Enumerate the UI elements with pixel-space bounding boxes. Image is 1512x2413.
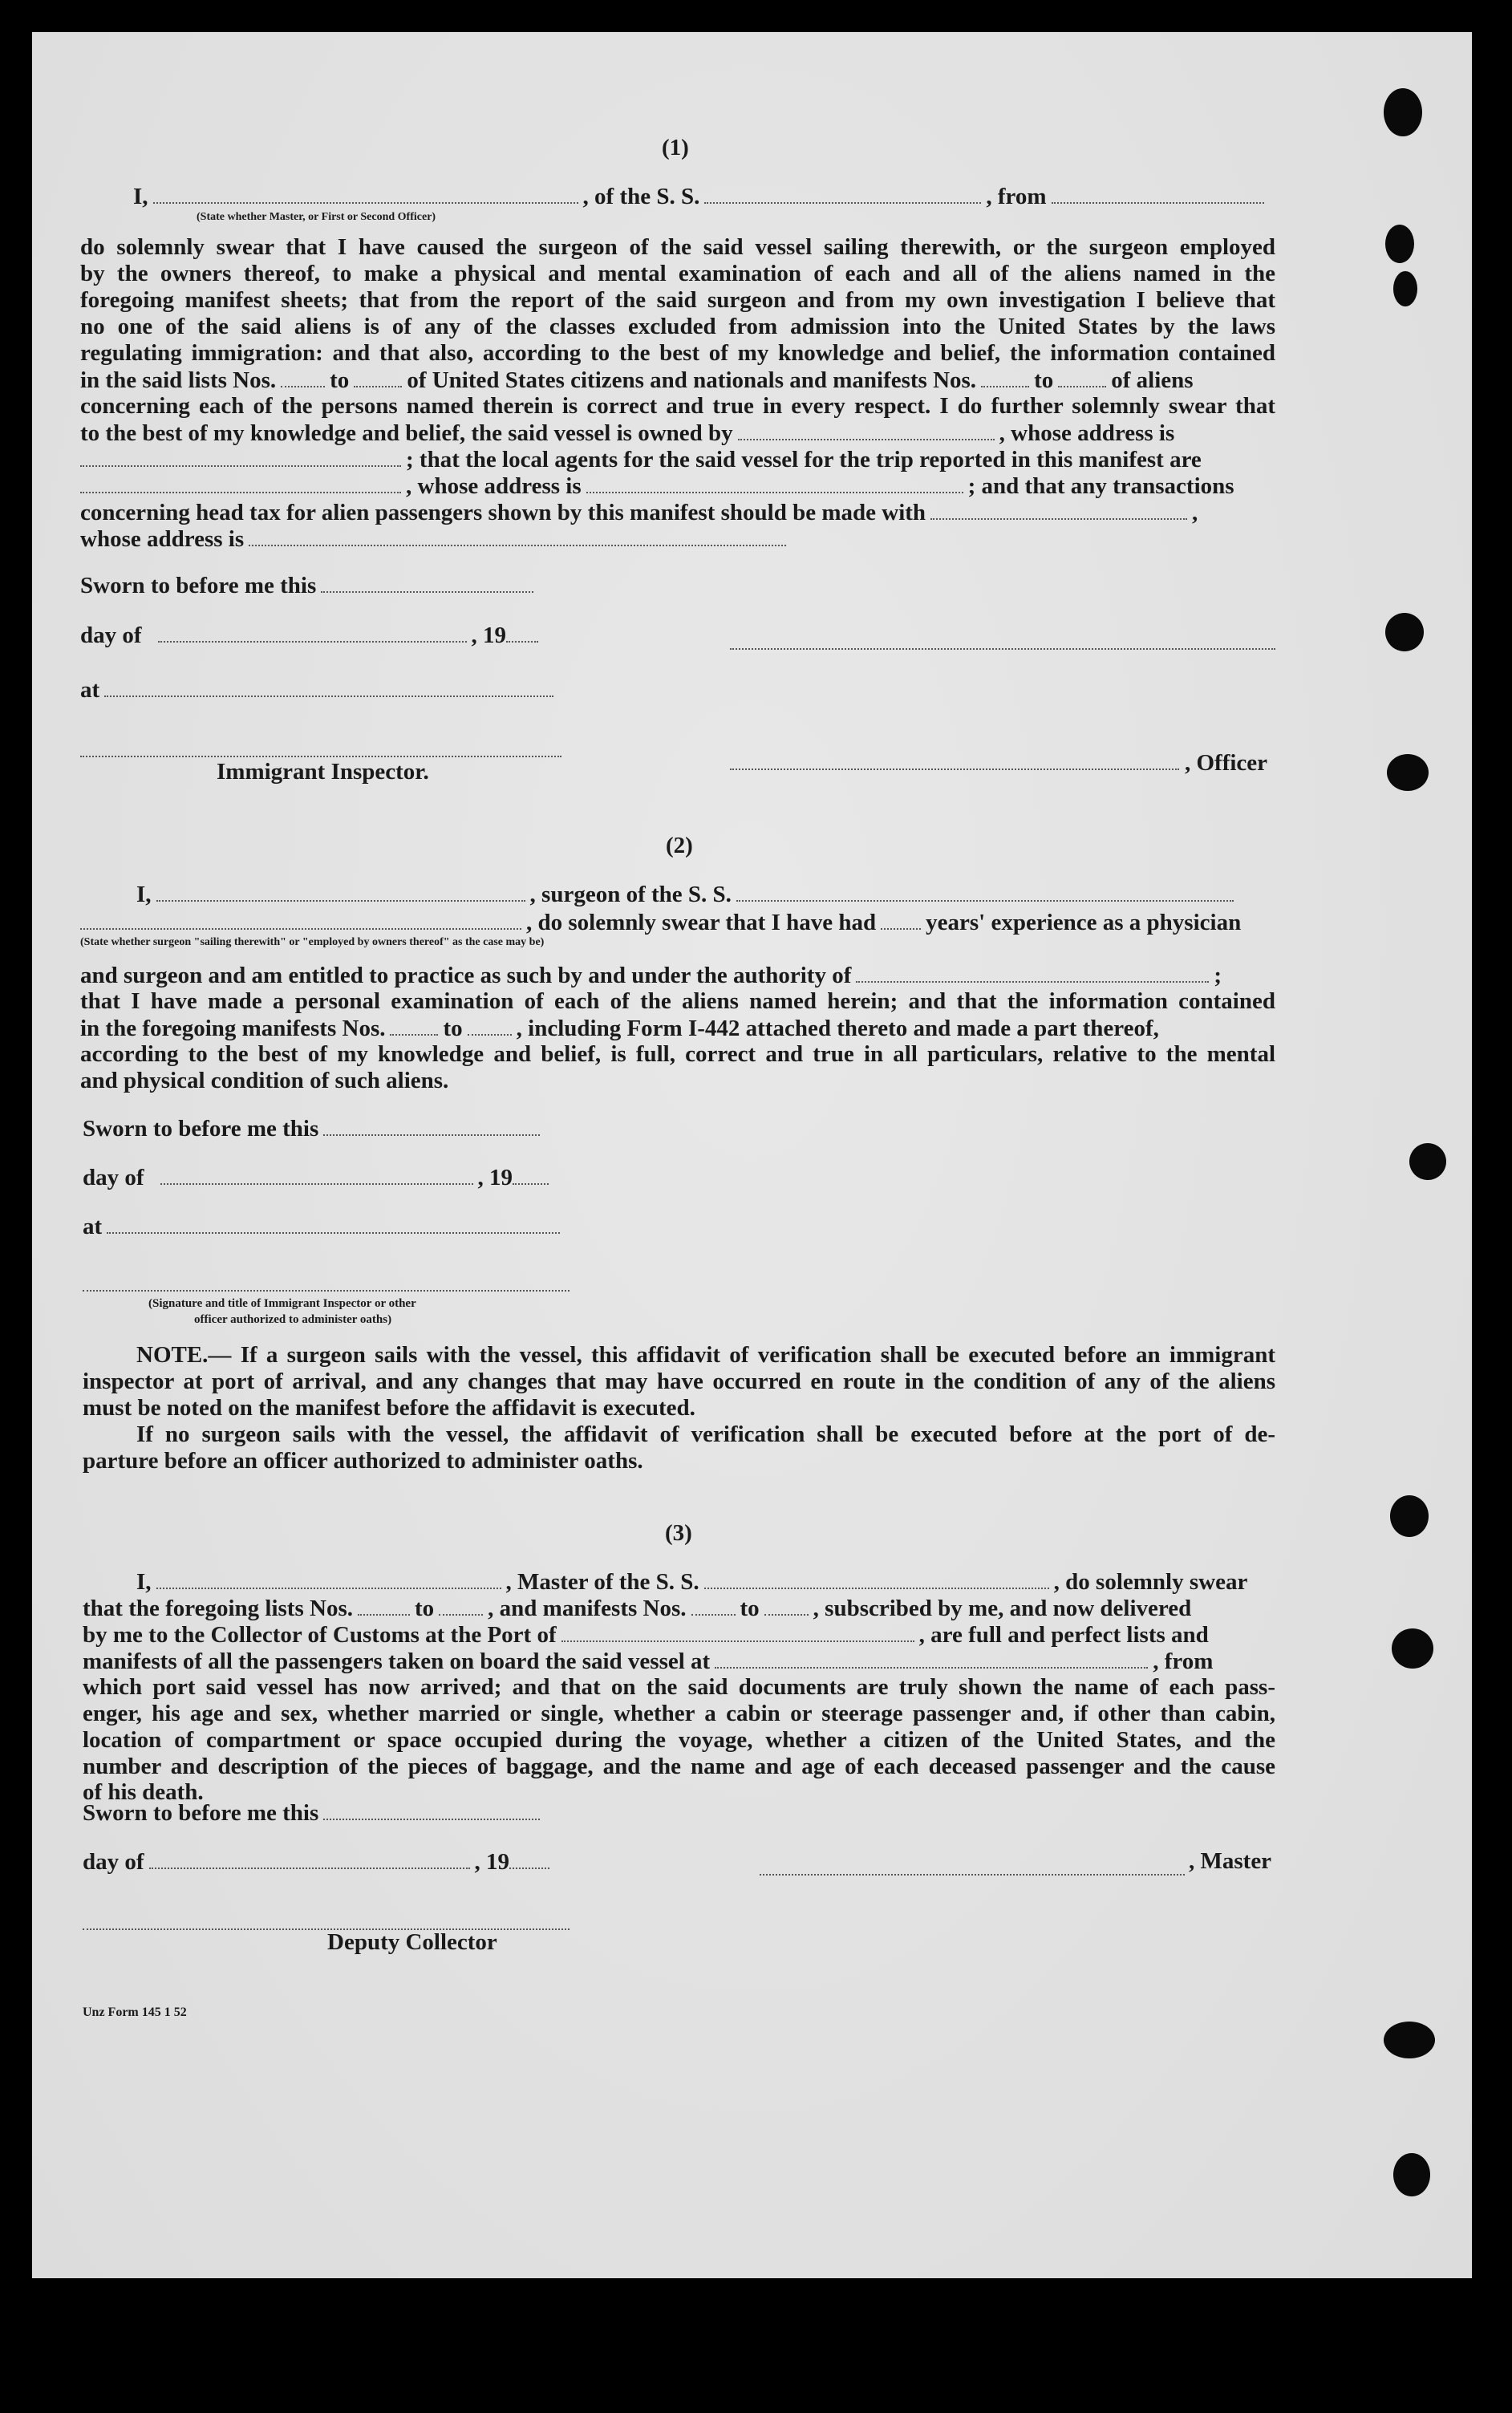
text: in the foregoing manifests Nos. — [80, 1016, 386, 1041]
s2-note-1: NOTE.— If a surgeon sails with the vessel, this affidavit of verification shall be executed before an immigrant — [136, 1342, 1275, 1368]
s3-day-field[interactable] — [149, 1848, 470, 1869]
punch-hole — [1385, 613, 1424, 651]
agents-address-field[interactable] — [586, 472, 963, 493]
s3-line-1 — [136, 1568, 1247, 1596]
s1-officer-label: , Officer — [1185, 750, 1268, 776]
text: I, — [136, 882, 152, 907]
label-i: I, — [133, 184, 148, 209]
lists-to-field[interactable] — [354, 367, 402, 387]
s2-dayof — [83, 1164, 553, 1191]
text: years' experience as a physician — [926, 910, 1242, 935]
s1-year-field[interactable] — [506, 622, 538, 643]
s2-day-field[interactable] — [160, 1164, 473, 1185]
text: by me to the Collector of Customs at the Port of — [83, 1622, 557, 1648]
s3-year-field[interactable] — [509, 1848, 549, 1869]
s3-line-3 — [83, 1621, 1209, 1649]
text: , including Form I-442 attached thereto and made a part thereof, — [516, 1016, 1159, 1041]
punch-hole — [1385, 225, 1414, 263]
s2-note-3: must be noted on the manifest before the affidavit is executed. — [83, 1395, 695, 1421]
text: day of — [83, 1849, 144, 1875]
s3-para-5: which port said vessel has now arrived; and that on the said documents are truly shown the name of each pass- — [83, 1674, 1275, 1700]
s1-line-11 — [80, 499, 1198, 526]
text: ; and that any transactions — [967, 473, 1234, 499]
text: , surgeon of the S. S. — [529, 882, 732, 907]
text: to the best of my knowledge and belief, the said vessel is owned by — [80, 420, 733, 446]
punch-hole — [1393, 271, 1417, 306]
text: I, — [136, 1569, 152, 1595]
s1-dayof — [80, 622, 543, 649]
text: ; that the local agents for the said vessel for the trip reported in this manifest are — [406, 447, 1202, 472]
s1-line-8 — [80, 420, 1174, 447]
text: day of — [83, 1165, 144, 1190]
s2-at — [83, 1213, 565, 1240]
text: , Master of the S. S. — [505, 1569, 699, 1595]
s2-para-5: and physical condition of such aliens. — [80, 1068, 449, 1093]
owner-address-field[interactable] — [80, 446, 401, 467]
section-3-header: (3) — [665, 1520, 692, 1546]
s1-officer-note: (State whether Master, or First or Second Officer) — [197, 211, 436, 223]
text: of aliens — [1111, 367, 1194, 393]
s2-manifest-to-field[interactable] — [468, 1015, 512, 1036]
s2-para-2: that I have made a personal examination of each of the aliens named herein; and that the information contained — [80, 988, 1275, 1014]
s1-para-1: do solemnly swear that I have caused the surgeon of the said vessel sailing therewith, or the surgeon employed — [80, 234, 1275, 260]
label-from: , from — [986, 184, 1047, 209]
s3-manifests-to-field[interactable] — [764, 1595, 809, 1616]
text: at — [80, 677, 100, 703]
s1-para-4: no one of the said aliens is of any of the classes excluded from admission into the United States by the laws — [80, 314, 1275, 339]
from-port-field[interactable] — [1052, 183, 1264, 204]
surgeon-type-field[interactable] — [80, 909, 521, 930]
s1-inspector-signature-line[interactable] — [80, 754, 561, 757]
s2-para-4: according to the best of my knowledge and belief, is full, correct and true in all particulars, relative to the mental — [80, 1041, 1275, 1067]
text: , subscribed by me, and now delivered — [813, 1596, 1192, 1621]
section-1-header: (1) — [662, 135, 689, 160]
s1-para-5: regulating immigration: and that also, according to the best of my knowledge and belief, the information contained — [80, 340, 1275, 366]
boarding-port-field[interactable] — [715, 1648, 1148, 1669]
s3-dayof — [83, 1848, 554, 1876]
s1-sworn — [80, 572, 538, 599]
text: , from — [1153, 1649, 1214, 1674]
s1-officer-signature-line[interactable] — [730, 647, 1275, 650]
s3-master-label: , Master — [1189, 1848, 1272, 1874]
text: at — [83, 1214, 103, 1239]
s1-inspector-label: Immigrant Inspector. — [217, 759, 429, 785]
text: , 19 — [471, 623, 507, 648]
s2-line-2 — [80, 909, 1241, 936]
s1-line-1 — [133, 183, 1269, 210]
s1-para-7: concerning each of the persons named therein is correct and true in every respect. I do further solemnly swear that — [80, 393, 1275, 419]
punch-hole — [1393, 2153, 1430, 2196]
label-of-ss: , of the S. S. — [582, 184, 700, 209]
s1-day-field[interactable] — [158, 622, 467, 643]
s3-para-7: location of compartment or space occupied during the voyage, whether a citizen of the United States, and the — [83, 1727, 1275, 1753]
s3-line-4 — [83, 1648, 1213, 1675]
section-2-header: (2) — [666, 833, 693, 858]
manifests-from-field[interactable] — [981, 367, 1029, 387]
master-name-field[interactable] — [156, 1568, 501, 1589]
s2-year-field[interactable] — [513, 1164, 549, 1185]
s2-surgeon-note: (State whether surgeon "sailing therewith" or "employed by owners thereof" as the case may be) — [80, 936, 545, 948]
lists-from-field[interactable] — [281, 367, 325, 387]
s2-sig-note-1: (Signature and title of Immigrant Inspector or other — [148, 1297, 416, 1310]
s3-sworn — [83, 1799, 545, 1827]
text: , whose address is — [999, 420, 1175, 446]
s2-manifest-from-field[interactable] — [390, 1015, 438, 1036]
s1-para-3: foregoing manifest sheets; that from the report of the said surgeon and from my own investigation I believe that — [80, 287, 1275, 313]
authority-field[interactable] — [856, 962, 1209, 983]
s1-para-2: by the owners thereof, to make a physical and mental examination of each and all of the aliens named in the — [80, 261, 1275, 286]
punch-hole — [1384, 2022, 1435, 2058]
s1-line-10 — [80, 472, 1234, 500]
s3-lists-from-field[interactable] — [358, 1595, 410, 1616]
text: to — [414, 1596, 435, 1621]
text: to — [1034, 367, 1054, 393]
text: Sworn to before me this — [83, 1116, 319, 1142]
text: of United States citizens and nationals and manifests Nos. — [407, 367, 977, 393]
s2-sig-note-2: officer authorized to administer oaths) — [194, 1313, 392, 1326]
s2-line-4 — [80, 1015, 1159, 1042]
vessel-name-field[interactable] — [704, 183, 981, 204]
text: , and manifests Nos. — [488, 1596, 687, 1621]
s2-note-5: parture before an officer authorized to administer oaths. — [83, 1448, 643, 1474]
s1-line-6 — [80, 367, 1194, 394]
text: , do solemnly swear — [1053, 1569, 1248, 1595]
s3-deputy-label: Deputy Collector — [327, 1929, 497, 1955]
text: Sworn to before me this — [83, 1800, 319, 1826]
s3-para-9: of his death. — [83, 1779, 204, 1805]
s2-signature-line[interactable] — [83, 1288, 570, 1292]
s3-para-8: number and description of the pieces of baggage, and the name and age of each deceased passenger and the cause — [83, 1754, 1275, 1779]
text: and surgeon and am entitled to practice as such by and under the authority of — [80, 963, 852, 988]
s1-line-12 — [80, 525, 791, 553]
s1-line-9 — [80, 446, 1202, 473]
manifests-to-field[interactable] — [1058, 367, 1106, 387]
officer-name-field[interactable] — [153, 183, 578, 204]
text: , — [1192, 500, 1198, 525]
s1-sworn-field[interactable] — [321, 572, 533, 593]
s3-para-6: enger, his age and sex, whether married or single, whether a cabin or steerage passenger and, if other than cabin, — [83, 1701, 1275, 1726]
text: manifests of all the passengers taken on board the said vessel at — [83, 1649, 711, 1674]
s2-line-3 — [80, 962, 1222, 989]
text: to — [330, 367, 350, 393]
s2-vessel-field[interactable] — [736, 881, 1234, 902]
text: to — [740, 1596, 760, 1621]
s2-sworn-field[interactable] — [323, 1115, 540, 1136]
text: to — [443, 1016, 463, 1041]
text: ; — [1214, 963, 1222, 988]
text: concerning head tax for alien passengers shown by this manifest should be made with — [80, 500, 926, 525]
s1-officer-line[interactable] — [730, 767, 1179, 770]
text: Sworn to before me this — [80, 573, 317, 598]
s2-sworn — [83, 1115, 545, 1142]
text: , 19 — [474, 1849, 510, 1875]
text: , are full and perfect lists and — [918, 1622, 1209, 1648]
s3-master-signature-line[interactable] — [760, 1872, 1185, 1876]
head-tax-field[interactable] — [930, 499, 1187, 520]
text: , do solemnly swear that I have had — [526, 910, 877, 935]
punch-hole — [1392, 1628, 1433, 1669]
s2-at-field[interactable] — [107, 1213, 560, 1234]
punch-hole — [1409, 1143, 1446, 1180]
s3-lists-to-field[interactable] — [439, 1595, 483, 1616]
text: whose address is — [80, 526, 245, 552]
port-field[interactable] — [561, 1621, 914, 1642]
s1-at-field[interactable] — [104, 676, 553, 697]
text: , whose address is — [406, 473, 582, 499]
s2-note-2: inspector at port of arrival, and any changes that may have occurred en route in the condition of any of the aliens — [83, 1369, 1275, 1394]
text: , 19 — [477, 1165, 513, 1190]
agents-field[interactable] — [80, 472, 401, 493]
s3-line-2 — [83, 1595, 1191, 1622]
text: in the said lists Nos. — [80, 367, 277, 393]
owner-field[interactable] — [738, 420, 995, 440]
s3-vessel-field[interactable] — [704, 1568, 1049, 1589]
punch-hole — [1384, 88, 1422, 136]
s2-note-4: If no surgeon sails with the vessel, the affidavit of verification shall be executed before at the port of de- — [136, 1421, 1275, 1447]
form-number: Unz Form 145 1 52 — [83, 2005, 187, 2019]
s2-line-1 — [136, 881, 1238, 908]
text: that the foregoing lists Nos. — [83, 1596, 353, 1621]
years-field[interactable] — [881, 909, 921, 930]
s3-manifests-from-field[interactable] — [691, 1595, 736, 1616]
punch-hole — [1390, 1495, 1429, 1537]
punch-hole — [1387, 754, 1429, 791]
s3-sworn-field[interactable] — [323, 1799, 540, 1820]
head-tax-address-field[interactable] — [249, 525, 786, 546]
surgeon-name-field[interactable] — [156, 881, 525, 902]
text: day of — [80, 623, 142, 648]
s1-at — [80, 676, 558, 704]
